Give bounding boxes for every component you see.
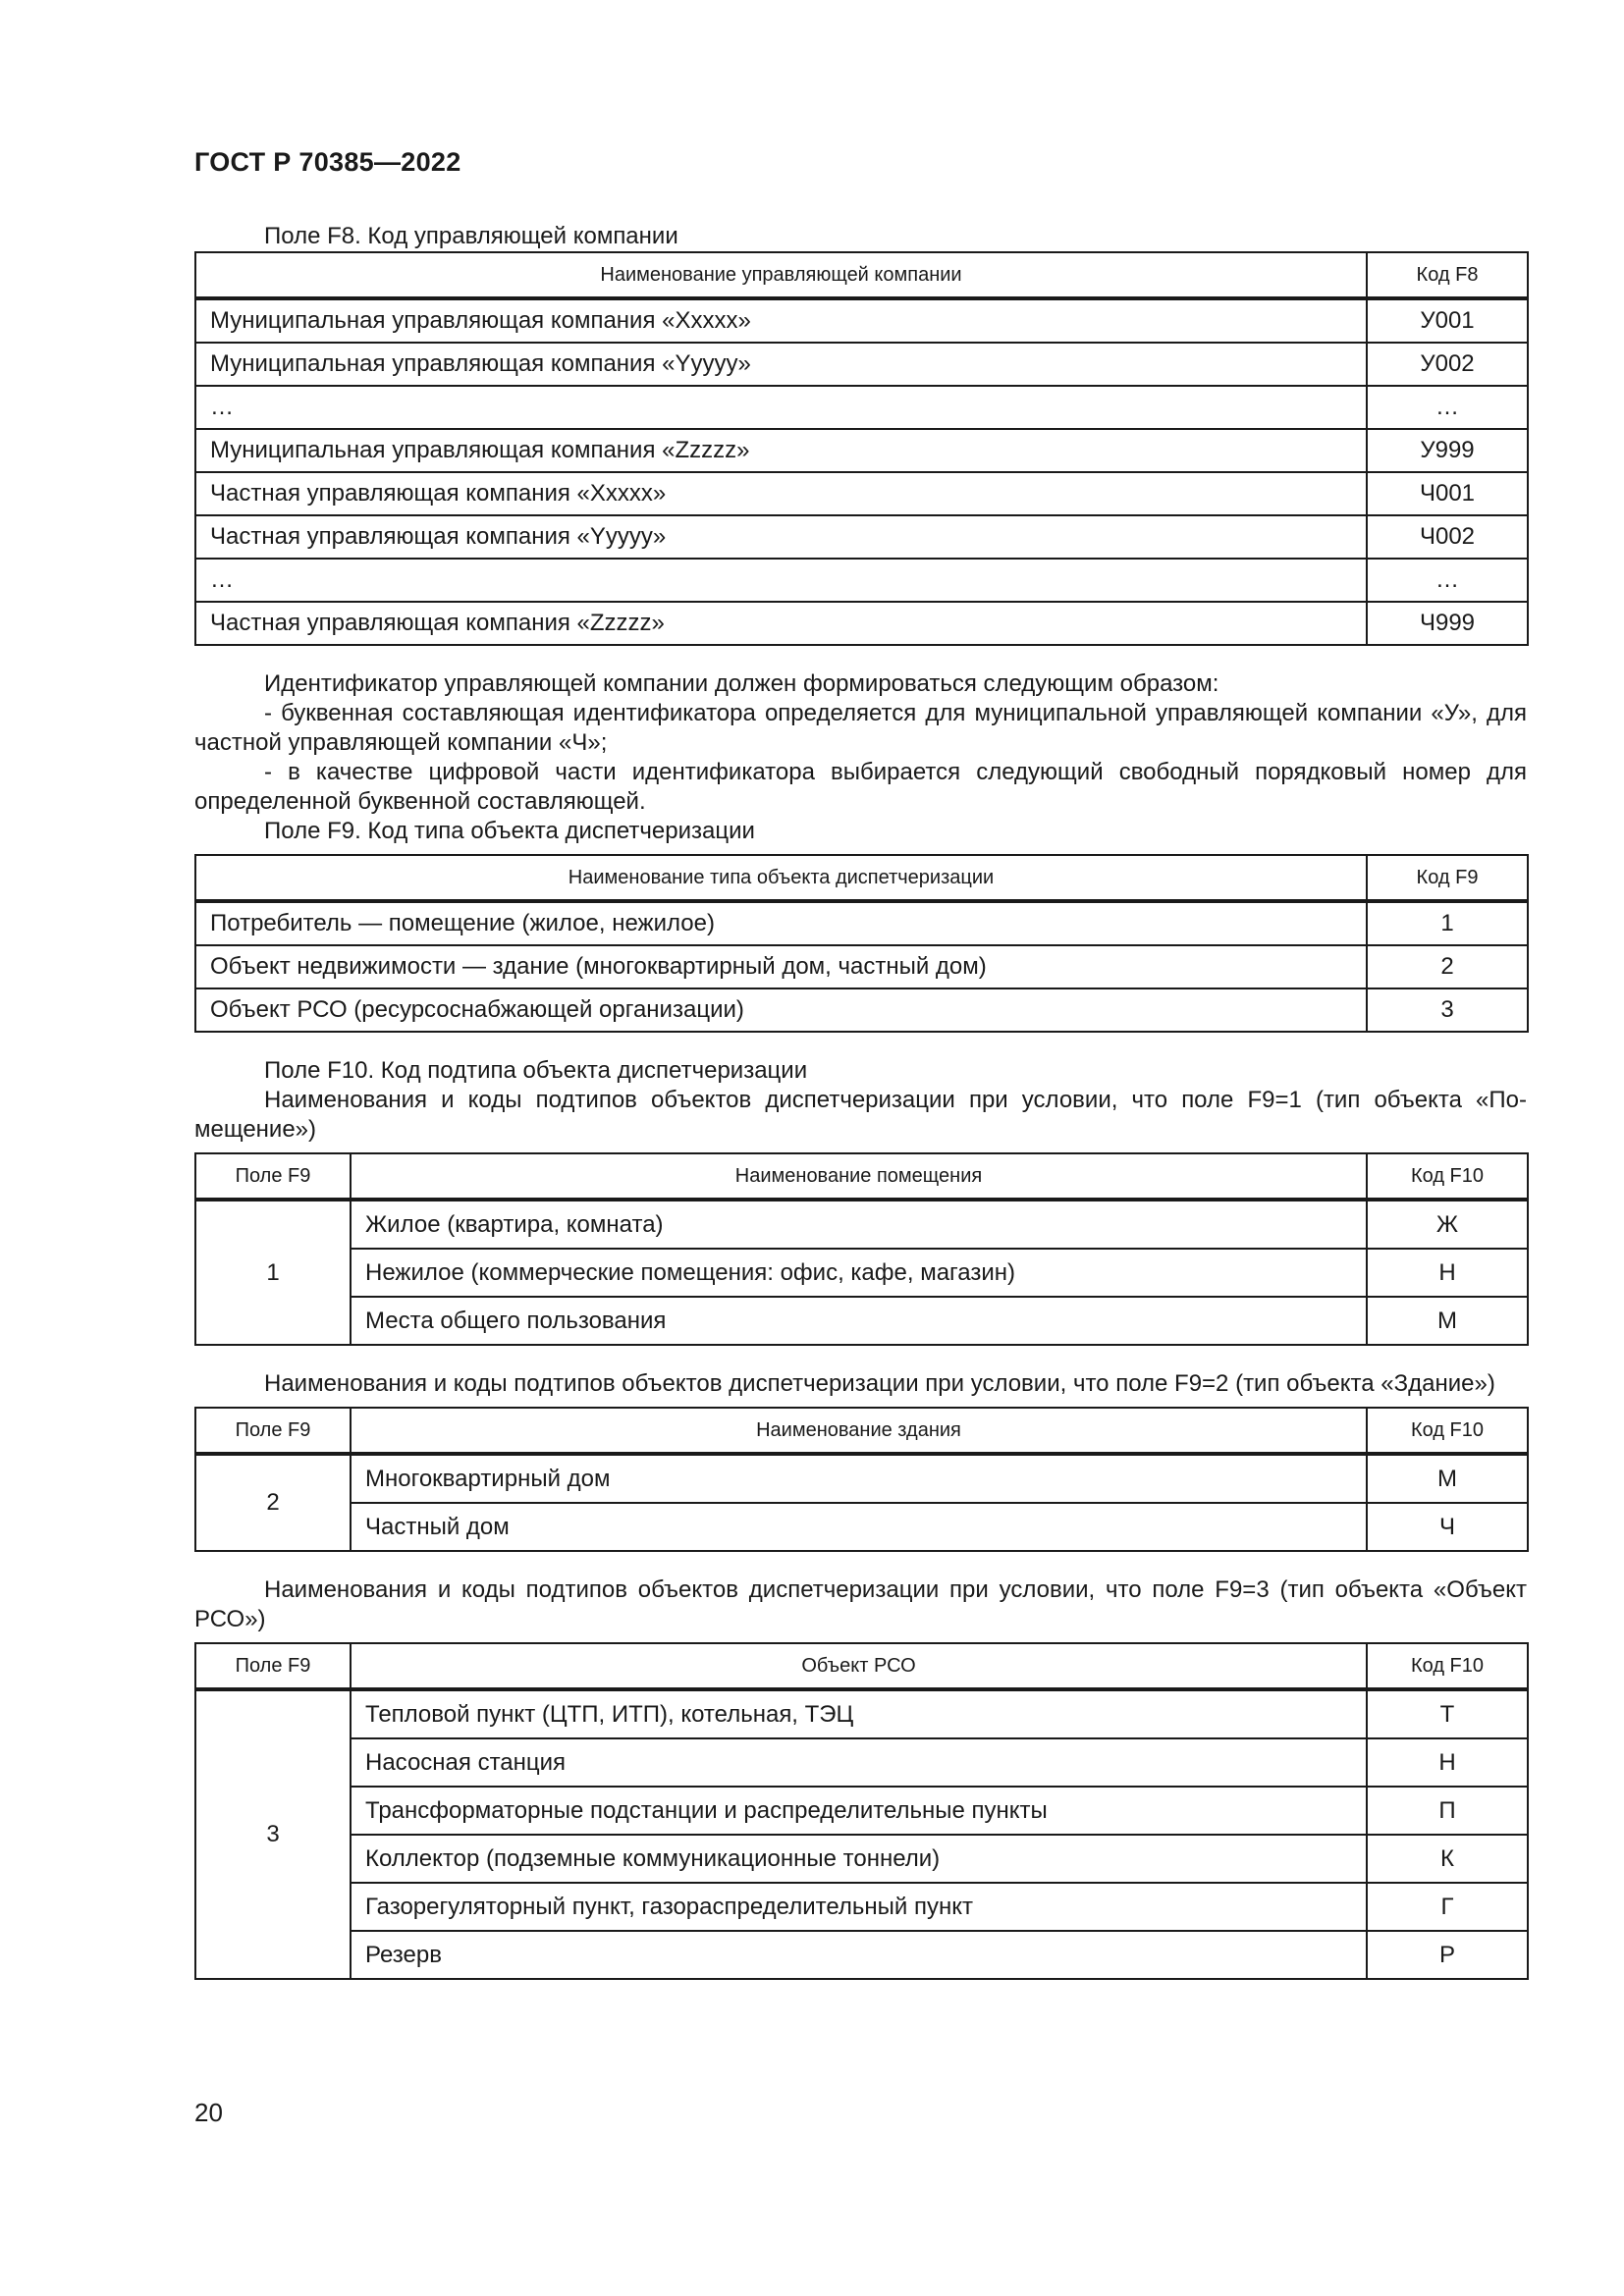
f10-header-f9: Поле F9 bbox=[195, 1408, 351, 1454]
f8-caption: Поле F8. Код управляющей компании bbox=[264, 223, 678, 249]
table-row bbox=[195, 602, 1528, 645]
f8-cell-name: Муниципальная управляющая компания «Xxxxx» bbox=[195, 298, 1367, 343]
f10-header-name: Наименование здания bbox=[351, 1408, 1367, 1454]
f10-cell-code: Р bbox=[1367, 1931, 1528, 1979]
f10-cell-code: М bbox=[1367, 1454, 1528, 1503]
f9-cell-name: Потребитель — помещение (жилое, нежилое) bbox=[195, 901, 1367, 945]
f8-cell-name: Муниципальная управляющая компания «Yyyyy» bbox=[195, 343, 1367, 386]
f8-header-name: Наименование управляющей компании bbox=[195, 252, 1367, 298]
f8-cell-code: Ч999 bbox=[1367, 602, 1528, 645]
table-row bbox=[195, 1503, 1528, 1551]
page-content bbox=[194, 222, 1527, 1980]
f10-cell-code: П bbox=[1367, 1787, 1528, 1835]
table-row bbox=[195, 1883, 1528, 1931]
f10-header-f9: Поле F9 bbox=[195, 1153, 351, 1200]
f8-cell-code: … bbox=[1367, 386, 1528, 429]
f10-cell-code: Г bbox=[1367, 1883, 1528, 1931]
table-row bbox=[195, 945, 1528, 988]
table-row bbox=[195, 515, 1528, 559]
f10-table-building bbox=[194, 1407, 1529, 1552]
f9-header-row bbox=[195, 855, 1528, 901]
f8-cell-code: Ч002 bbox=[1367, 515, 1528, 559]
f8-cell-code: У002 bbox=[1367, 343, 1528, 386]
f10-cell-code: Н bbox=[1367, 1249, 1528, 1297]
f8-cell-code: У999 bbox=[1367, 429, 1528, 472]
f10-cell-name: Тепловой пункт (ЦТП, ИТП), котельная, ТЭЦ bbox=[351, 1689, 1367, 1738]
table-row bbox=[195, 343, 1528, 386]
f10-cell-name: Нежилое (коммерческие помещения: офис, кафе, магазин) bbox=[351, 1249, 1367, 1297]
table-row bbox=[195, 559, 1528, 602]
f10-header-row bbox=[195, 1408, 1528, 1454]
f10-header-f9: Поле F9 bbox=[195, 1643, 351, 1689]
f10-cell-code: Ч bbox=[1367, 1503, 1528, 1551]
f9-cell-name: Объект недвижимости — здание (многоквартирный дом, частный дом) bbox=[195, 945, 1367, 988]
page-number: 20 bbox=[194, 2098, 223, 2127]
f10-cell-name: Коллектор (подземные коммуникационные тоннели) bbox=[351, 1835, 1367, 1883]
f8-cell-name: Частная управляющая компания «Xxxxx» bbox=[195, 472, 1367, 515]
f9-header-name: Наименование типа объекта диспетчеризации bbox=[195, 855, 1367, 901]
f8-cell-name: Частная управляющая компания «Zzzzz» bbox=[195, 602, 1367, 645]
table-row bbox=[195, 386, 1528, 429]
f10-intro-3: Наименования и коды подтипов объектов диспетчеризации при условии, что поле F9=3 (тип объекта «Объект РСО») bbox=[194, 1576, 1527, 1632]
f10-cell-name: Трансформаторные подстанции и распределительные пункты bbox=[351, 1787, 1367, 1835]
f10-cell-name: Многоквартирный дом bbox=[351, 1454, 1367, 1503]
f10-header-row bbox=[195, 1153, 1528, 1200]
f8-table bbox=[194, 251, 1529, 646]
f9-table bbox=[194, 854, 1529, 1033]
table-row bbox=[195, 1200, 1528, 1249]
identifier-paragraph-2: - буквенная составляющая идентификатора определяется для муниципальной управляющей компании «У», для частной управляющей компании «Ч»; bbox=[194, 700, 1527, 756]
f8-cell-name: … bbox=[195, 559, 1367, 602]
table-row bbox=[195, 1689, 1528, 1738]
table-row bbox=[195, 1931, 1528, 1979]
f8-cell-code: … bbox=[1367, 559, 1528, 602]
f8-header-code: Код F8 bbox=[1367, 252, 1528, 298]
f10-header-row bbox=[195, 1643, 1528, 1689]
f10-header-code: Код F10 bbox=[1367, 1643, 1528, 1689]
f8-cell-code: У001 bbox=[1367, 298, 1528, 343]
f10-intro-2: Наименования и коды подтипов объектов диспетчеризации при условии, что поле F9=2 (тип объекта «Здание») bbox=[264, 1370, 1495, 1397]
table-row bbox=[195, 988, 1528, 1032]
f10-table-rso bbox=[194, 1642, 1529, 1980]
table-row bbox=[195, 429, 1528, 472]
f9-cell-name: Объект РСО (ресурсоснабжающей организации) bbox=[195, 988, 1367, 1032]
f10-table-premises bbox=[194, 1152, 1529, 1346]
f10-caption: Поле F10. Код подтипа объекта диспетчеризации bbox=[264, 1057, 808, 1084]
table-row bbox=[195, 472, 1528, 515]
f10-cell-code: Ж bbox=[1367, 1200, 1528, 1249]
f10-cell-name: Насосная станция bbox=[351, 1738, 1367, 1787]
document-header: ГОСТ Р 70385—2022 bbox=[194, 147, 461, 177]
f9-header-code: Код F9 bbox=[1367, 855, 1528, 901]
f8-cell-name: Частная управляющая компания «Yyyyy» bbox=[195, 515, 1367, 559]
identifier-paragraph-1: Идентификатор управляющей компании должен формироваться следующим образом: bbox=[264, 670, 1219, 697]
f10-cell-name: Места общего пользования bbox=[351, 1297, 1367, 1345]
f10-cell-code: Н bbox=[1367, 1738, 1528, 1787]
f9-cell-code: 2 bbox=[1367, 945, 1528, 988]
f10-cell-code: Т bbox=[1367, 1689, 1528, 1738]
f9-cell-code: 1 bbox=[1367, 901, 1528, 945]
f9-cell-code: 3 bbox=[1367, 988, 1528, 1032]
table-row bbox=[195, 1297, 1528, 1345]
f10-cell-name: Частный дом bbox=[351, 1503, 1367, 1551]
table-row bbox=[195, 298, 1528, 343]
f10-cell-name: Жилое (квартира, комната) bbox=[351, 1200, 1367, 1249]
table-row bbox=[195, 1249, 1528, 1297]
f8-cell-name: Муниципальная управляющая компания «Zzzzz» bbox=[195, 429, 1367, 472]
f10-header-name: Объект РСО bbox=[351, 1643, 1367, 1689]
f9-value-cell: 3 bbox=[195, 1689, 351, 1979]
table-row bbox=[195, 1454, 1528, 1503]
f10-header-name: Наименование помещения bbox=[351, 1153, 1367, 1200]
identifier-paragraph-3: - в качестве цифровой части идентификатора выбирается следующий свободный порядковый номер для определенной буквенной составляющей. bbox=[194, 759, 1527, 815]
table-row bbox=[195, 1787, 1528, 1835]
table-row bbox=[195, 901, 1528, 945]
f8-cell-name: … bbox=[195, 386, 1367, 429]
f9-caption: Поле F9. Код типа объекта диспетчеризации bbox=[264, 818, 755, 844]
f8-cell-code: Ч001 bbox=[1367, 472, 1528, 515]
table-row bbox=[195, 1835, 1528, 1883]
f8-header-row bbox=[195, 252, 1528, 298]
f9-value-cell: 1 bbox=[195, 1200, 351, 1345]
f10-cell-code: К bbox=[1367, 1835, 1528, 1883]
f10-intro-1: Наименования и коды подтипов объектов диспетчеризации при условии, что поле F9=1 (тип объекта «Помещение») bbox=[194, 1087, 1527, 1143]
f10-cell-name: Газорегуляторный пункт, газораспределительный пункт bbox=[351, 1883, 1367, 1931]
f10-header-code: Код F10 bbox=[1367, 1153, 1528, 1200]
table-row bbox=[195, 1738, 1528, 1787]
f10-cell-code: М bbox=[1367, 1297, 1528, 1345]
f9-value-cell: 2 bbox=[195, 1454, 351, 1551]
f10-cell-name: Резерв bbox=[351, 1931, 1367, 1979]
f10-header-code: Код F10 bbox=[1367, 1408, 1528, 1454]
